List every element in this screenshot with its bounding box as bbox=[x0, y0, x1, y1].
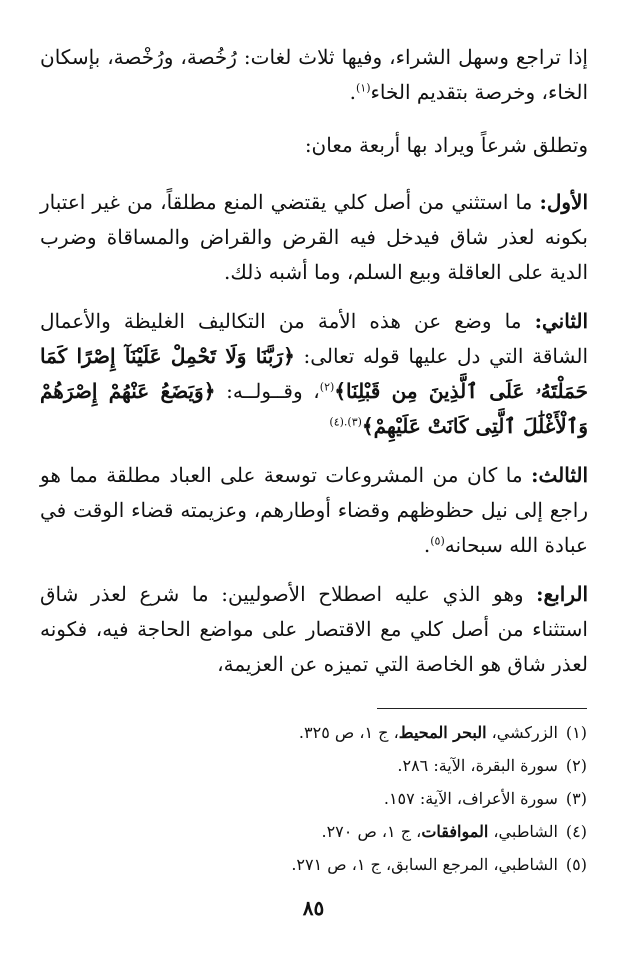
footnote-text: ، ج ١، ص ٣٢٥. bbox=[298, 723, 399, 742]
footnote-1 bbox=[39, 718, 587, 748]
footnote-text: سورة الأعراف، الآية: ١٥٧. bbox=[383, 789, 558, 808]
paragraph-text: ما كان من المشروعات توسعة على العباد مطلقة مما هو راجع إلى نيل حظوظهم وقضاء أوطارهم، وعزيمته قضاء الوقت في عبادة الله سبحانه bbox=[40, 463, 588, 557]
quran-verse: ﴿رَبَّنَا وَلَا تَحْمِلْ عَلَيْنَآ إِصْرًا كَمَا حَمَلْتَهُۥ عَلَى ٱلَّذِينَ مِن قَبْلِنَا﴾ bbox=[40, 344, 589, 403]
paragraph-second-meaning bbox=[40, 304, 588, 444]
paragraph-label: الرابع: bbox=[536, 582, 589, 606]
footnote-text: الشاطبي، bbox=[488, 822, 558, 841]
paragraph-end: . bbox=[349, 80, 356, 104]
paragraph-text: وهو الذي عليه اصطلاح الأصوليين: ما شرع لعذر شاق استثناء من أصل كلي مع الاقتصار على مواضع الحاجة فيه، فكونه لعذر شاق هو الخاصة التي تميزه عن العزيمة، bbox=[40, 582, 588, 676]
footnote-title: الموافقات bbox=[421, 822, 489, 841]
footnote-text: الشاطبي، المرجع السابق، ج ١، ص ٢٧١. bbox=[291, 855, 558, 874]
footnote-ref: (٢) bbox=[319, 380, 335, 394]
paragraph-text: وتطلق شرعاً ويراد بها أربعة معان: bbox=[304, 133, 588, 157]
footnote-number: (٤) bbox=[565, 822, 587, 841]
footnote-ref: (٥) bbox=[430, 534, 445, 548]
page-body bbox=[40, 40, 588, 696]
paragraph-text: ما وضع عن هذه الأمة من التكاليف الغليظة والأعمال الشاقة التي دل عليها قوله تعالى: bbox=[40, 309, 589, 368]
footnote-number: (٥) bbox=[565, 855, 587, 874]
footnote-text: سورة البقرة، الآية: ٢٨٦. bbox=[397, 756, 558, 775]
footnote-ref: (١) bbox=[355, 81, 371, 95]
paragraph-end: . bbox=[423, 533, 431, 557]
paragraph-label: الأول: bbox=[539, 190, 589, 214]
footnote-5 bbox=[39, 850, 587, 880]
footnote-number: (٢) bbox=[565, 756, 587, 775]
paragraph-text: ما استثني من أصل كلي يقتضي المنع مطلقاً، من غير اعتبار بكونه لعذر شاق فيدخل فيه القرض والقراض والمساقاة وضرب الدية على العاقلة وبيع السلم، وما أشبه ذلك. bbox=[40, 190, 588, 284]
paragraph-text: إذا تراجع وسهل الشراء، وفيها ثلاث لغات: رُخُصة، ورُخْصة، بإسكان الخاء، وخرصة بتقديم الخاء bbox=[40, 45, 588, 104]
paragraph-label: الثالث: bbox=[531, 463, 589, 487]
paragraph-third-meaning bbox=[40, 458, 588, 563]
quran-verse: ﴿وَيَضَعُ عَنْهُمْ إِصْرَهُمْ وَٱلْأَغْلَٰلَ ٱلَّتِى كَانَتْ عَلَيْهِمْ﴾ bbox=[40, 379, 588, 438]
footnote-3 bbox=[39, 784, 587, 814]
page-number: ٨٥ bbox=[302, 896, 325, 920]
footnote-divider bbox=[377, 708, 587, 709]
paragraph-label: الثاني: bbox=[534, 309, 589, 333]
paragraph-first-meaning bbox=[40, 185, 588, 290]
footnote-4 bbox=[39, 817, 587, 847]
footnote-ref: .(٤) bbox=[329, 415, 348, 429]
paragraph-text: ، وقــولــه: bbox=[226, 379, 320, 403]
footnote-2 bbox=[39, 751, 587, 781]
footnote-number: (٣) bbox=[565, 789, 587, 808]
footnote-text: الزركشي، bbox=[486, 723, 558, 742]
footnote-ref: (٣) bbox=[347, 415, 362, 429]
paragraph-intro bbox=[40, 40, 588, 110]
paragraph-fourth-meaning bbox=[40, 577, 588, 682]
footnote-text: ، ج ١، ص ٢٧٠. bbox=[321, 822, 422, 841]
footnote-number: (١) bbox=[565, 723, 587, 742]
paragraph-definition-intro bbox=[40, 128, 588, 163]
footnote-title: البحر المحيط bbox=[398, 723, 487, 742]
